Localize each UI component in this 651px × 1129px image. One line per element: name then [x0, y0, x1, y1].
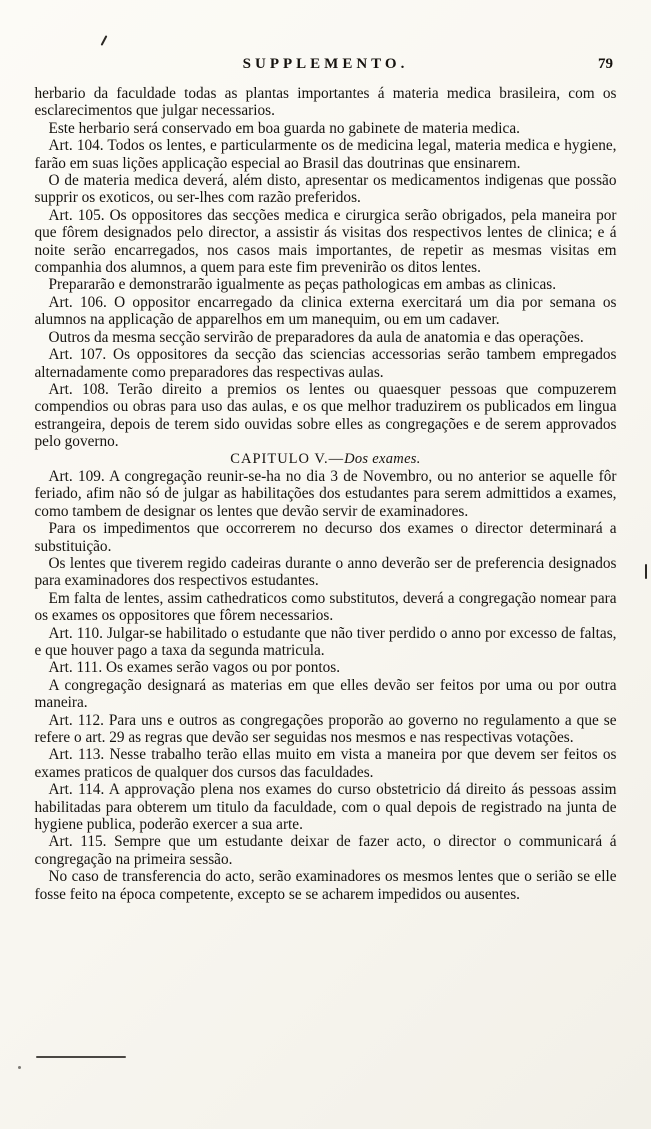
- paragraph: O de materia medica deverá, além disto, apresentar os medicamentos indigenas que possão supprir os exoticos, ou ser-lhes com razão preferidos.: [34, 172, 617, 207]
- paragraph: Os lentes que tiverem regido cadeiras durante o anno deverão ser de preferencia designados para examinadores dos respectivos estudantes.: [34, 554, 617, 590]
- scan-artifact-edge-tick: [645, 564, 647, 579]
- paragraph: Outros da mesma secção servirão de preparadores da aula de anatomia e das operações.: [48, 328, 584, 346]
- paragraph: Em falta de lentes, assim cathedraticos como substitutos, deverá a congregação nomear para os exames os oppositores que fôrem necessarios.: [34, 589, 617, 625]
- chapter-label: CAPITULO V.: [230, 450, 329, 467]
- running-title: SUPPLEMENTO.: [242, 56, 409, 72]
- page-number: 79: [598, 56, 613, 72]
- chapter-title: Dos exames.: [344, 450, 421, 467]
- paragraph: Art. 107. Os oppositores da secção das sciencias accessorias serão tambem empregados alternadamente como preparadores das respectivas aulas.: [34, 346, 617, 381]
- paragraph: Art. 109. A congregação reunir-se-ha no dia 3 de Novembro, ou no anterior se aquelle fôr feriado, afim não só de julgar as habilitações dos estudantes para serem admittidos a exames, como tambem de designar os lentes que devão servir de examinadores.: [34, 467, 617, 520]
- paragraph: Art. 108. Terão direito a premios os lentes ou quaesquer pessoas que compuzerem compendios ou obras para uso das aulas, e os que melhor traduzirem os publicados em lingua estrangeira, depois de terem sido ouvidas sobre elles as congregações e de serem approvados pelo governo.: [34, 380, 617, 451]
- paragraph: Art. 111. Os exames serão vagos ou por pontos.: [48, 659, 341, 677]
- chapter-dash: —: [328, 450, 345, 467]
- paragraph: herbario da faculdade todas as plantas importantes á materia medica brasileira, com os esclarecimentos que julgar necessarios.: [34, 85, 617, 120]
- page-body: [35, 85, 617, 903]
- paragraph: Art. 110. Julgar-se habilitado o estudante que não tiver perdido o anno por excesso de faltas, e que houver pago a taxa da segunda matricula.: [34, 624, 617, 659]
- paragraph: Art. 114. A approvação plena nos exames do curso obstetricio dá direito ás pessoas assim habilitadas para obterem um titulo da faculdade, com o qual depois de registrado na junta de hygiene publica, poderão exercer a sua arte.: [34, 781, 617, 834]
- paragraph: Para os impedimentos que occorrerem no decurso dos exames o director determinará a substituição.: [34, 520, 617, 555]
- paragraph: Art. 104. Todos os lentes, e particularmente os de medicina legal, materia medica e hygiene, farão em suas lições applicação especial ao Brasil das doutrinas que ensinarem.: [34, 137, 617, 172]
- chapter-heading: [35, 451, 617, 468]
- paragraph: A congregação designará as materias em que elles devão ser feitos por uma ou por outra maneira.: [34, 676, 617, 712]
- paragraph: Este herbario será conservado em boa guarda no gabinete de materia medica.: [48, 119, 520, 137]
- paragraph: No caso de transferencia do acto, serão examinadores os mesmos lentes que o serião se elle fosse feito na época competente, excepto se se acharem impedidos ou ausentes.: [34, 868, 617, 903]
- paragraph: Art. 115. Sempre que um estudante deixar de fazer acto, o director o communicará á congregação na primeira sessão.: [34, 833, 617, 868]
- page-header: [0, 0, 651, 78]
- scan-artifact-underline: [36, 1056, 126, 1058]
- paragraph: Art. 105. Os oppositores das secções medica e cirurgica serão obrigados, pela maneira por que fôrem designados pelo director, a assistir ás visitas dos respectivos lentes de clinica; e á noite serão encarregados, nos casos mais importantes, de repetir as mesmas visitas em companhia dos alumnos, a quem para este fim prevenirão os ditos lentes.: [34, 206, 617, 277]
- paragraph: Art. 113. Nesse trabalho terão ellas muito em vista a maneira por que devem ser feitos os exames praticos de qualquer dos cursos das faculdades.: [34, 746, 617, 781]
- scan-artifact-dot: [18, 1066, 21, 1069]
- paragraph: Art. 112. Para uns e outros as congregações proporão ao governo no regulamento a que se refere o art. 29 as regras que devão ser seguidas nos mesmos e nas respectivas votações.: [34, 711, 617, 747]
- paragraph: Art. 106. O oppositor encarregado da clinica externa exercitará um dia por semana os alumnos na applicação de apparelhos em um manequim, ou em um cadaver.: [34, 293, 617, 329]
- paragraph: Prepararão e demonstrarão igualmente as peças pathologicas em ambas as clinicas.: [48, 276, 557, 294]
